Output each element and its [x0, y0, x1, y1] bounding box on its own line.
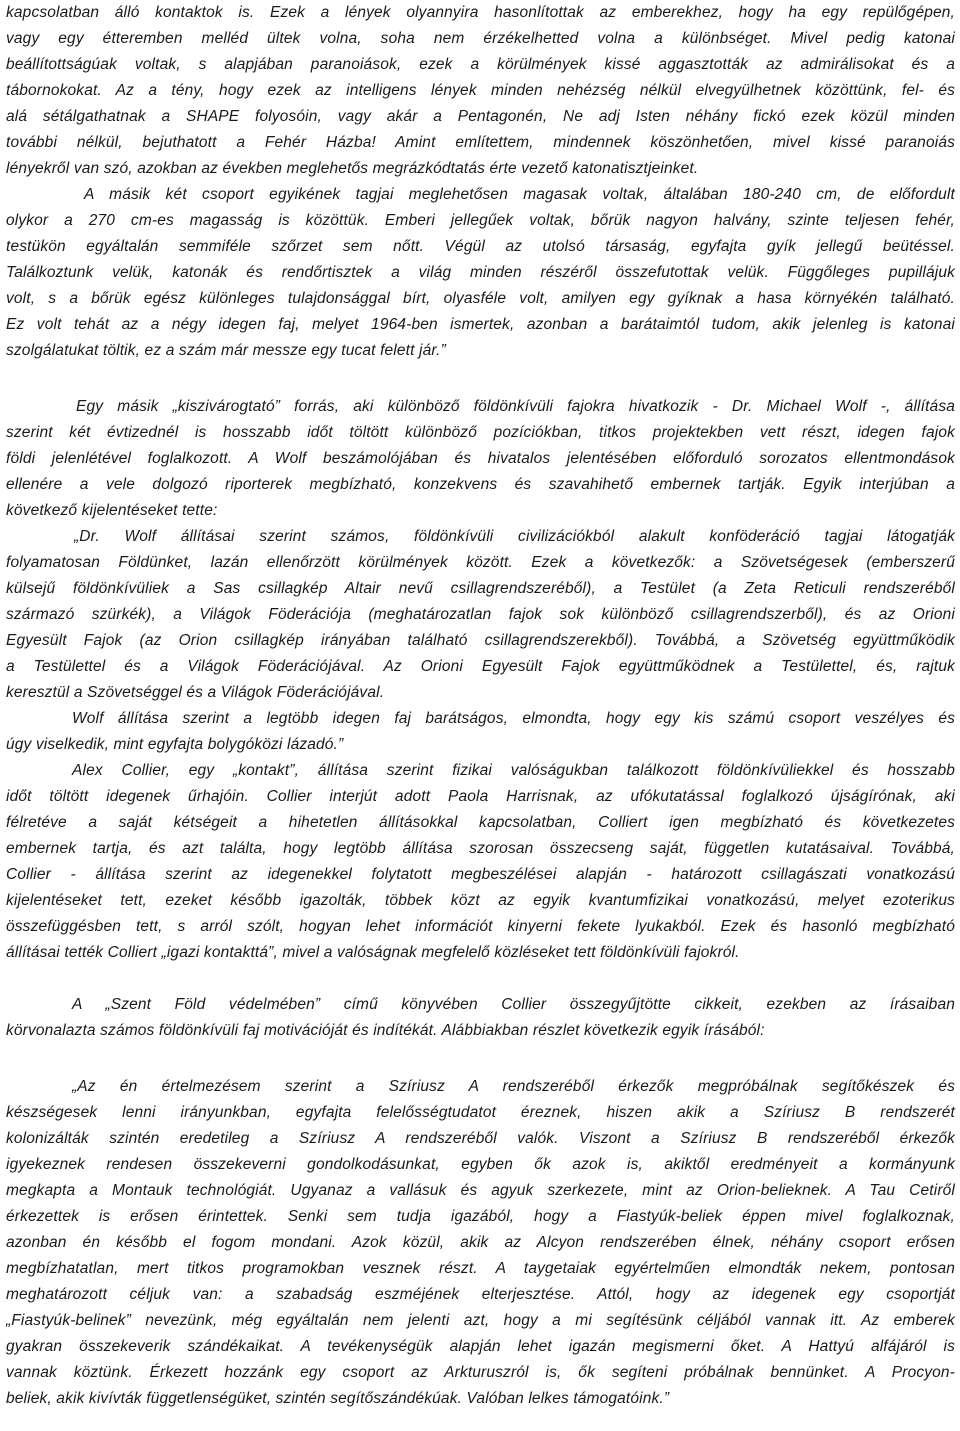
- text-line: készségesek lenni irányunkban, egyfajta felelősségtudatot éreznek, hiszen akik a Szíriusz B rendszerét: [6, 1104, 955, 1121]
- text-line: „Az én értelmezésem szerint a Szíriusz A rendszeréből érkezők megpróbálnak segítőkészek és: [72, 1078, 955, 1095]
- text-line: úgy viselkedik, mint egyfajta bolygóközi lázadó.”: [6, 736, 344, 753]
- paragraph-5: [6, 706, 955, 758]
- text-line: összefüggésben tett, s arról szólt, hogyan lehet információt kinyerni fekete lyukakból. Ezek és hasonló megbízható: [6, 918, 955, 935]
- text-line: megkapta a Montauk technológiát. Ugyanaz a vallásuk és agyuk szerkezete, mint az Orion-belieknek. A Tau Cetiről: [6, 1182, 955, 1199]
- text-line: embernek tartja, és azt találta, hogy legtöbb állítása szorosan összecseng saját, független kutatásaival. Továbbá,: [6, 840, 955, 857]
- text-line: kapcsolatban álló kontaktok is. Ezek a lények olyannyira hasonlítottak az emberekhez, hogy ha egy repülőgépen,: [6, 4, 955, 21]
- text-line: külsejű földönkívüliek a Sas csillagkép Altair nevű csillagrendszeréből), a Testület (a Zeta Reticuli rendszeréből: [6, 580, 955, 597]
- paragraph-2: [6, 182, 955, 364]
- paragraph-8: [6, 1074, 955, 1412]
- text-line: Egy másik „kiszivárogtató” forrás, aki különböző földönkívüli fajokra hivatkozik - Dr. Michael Wolf -, állítása: [76, 398, 955, 415]
- text-line: azonban én később el fogom mondani. Azok közül, akik az Alcyon rendszerében élnek, néhány csoport erősen: [6, 1234, 955, 1251]
- text-line: Collier - állítása szerint az idegenekkel folytatott megbeszélései alapján - határozott csillagászati vonatkozású: [6, 866, 955, 883]
- text-line: testükön egyáltalán semmiféle szőrzet sem nőtt. Végül az utolsó társaság, egyfajta gyík jellegű beütéssel.: [6, 238, 955, 255]
- text-line: vagy egy étteremben melléd ültek volna, soha nem érzékelhetted volna a különbséget. Mivel pedig katonai: [6, 30, 955, 47]
- text-line: következő kijelentéseket tette:: [6, 502, 218, 519]
- text-line: meghatározott céljuk van: a szabadság eszméjének elterjesztése. Attól, hogy az idegenek egy csoportját: [6, 1286, 955, 1303]
- text-line: A másik két csoport egyikének tagjai meglehetősen magasak voltak, általában 180-240 cm, de előfordult: [84, 186, 955, 203]
- text-line: Találkoztunk velük, katonák és rendőrtisztek a világ minden részéről összefutottak velük. Függőleges pupillájuk: [6, 264, 955, 281]
- text-line: alá sétálgathatnak a SHAPE folyosóin, vagy akár a Pentagonén, Ne adj Isten néhány fickó ezek közül minden: [6, 108, 955, 125]
- text-line: szolgálatukat töltik, ez a szám már messze egy tucat felett jár.”: [6, 342, 446, 359]
- text-line: volt, s a bőrük egész különleges tulajdonsággal bírt, olyasféle volt, amilyen egy gyíknak a hasa környékén található.: [6, 290, 955, 307]
- text-line: „Fiastyúk-belinek” nevezünk, még egyáltalán nem jelenti azt, hogy a mi segítésünk céljából vannak itt. Az emberek: [6, 1312, 955, 1329]
- text-line: lényekről van szó, azokban az években meglehetős megrázkódtatás érte vezető katonatisztjeinket.: [6, 160, 699, 177]
- text-line: keresztül a Szövetséggel és a Világok Föderációjával.: [6, 684, 385, 701]
- text-line: a Testülettel és a Világok Föderációjával. Az Orioni Egyesült Fajok együttműködnek a Testülettel, és, rajtuk: [6, 658, 955, 675]
- text-line: érkezettek is erősen érintettek. Senki sem tudja igazából, hogy a Fiastyúk-beliek éppen mivel foglalkoznak,: [6, 1208, 955, 1225]
- text-line: ellenére a vele dolgozó riporterek megbízható, konzekvens és szavahihető embernek tartják. Egyik interjúban a: [6, 476, 955, 493]
- paragraph-3: [6, 394, 955, 524]
- text-line: A „Szent Föld védelmében” című könyvében Collier összegyűjtötte cikkeit, ezekben az írásaiban: [72, 996, 955, 1013]
- text-line: Alex Collier, egy „kontakt”, állítása szerint fizikai valóságukban találkozott földönkívüliekkel és hosszabb: [72, 762, 955, 779]
- text-line: Egyesült Fajok (az Orion csillagkép irányában található csillagrendszerekből). Továbbá, a Szövetség együttműködik: [6, 632, 955, 649]
- paragraph-4: [6, 524, 955, 706]
- text-line: állításai tették Colliert „igazi kontakttá”, mivel a valóságnak megfelelő közléseket tett földönkívüli fajokról.: [6, 944, 740, 961]
- text-line: megbízhatatlan, mert titkos programokban vesznek részt. A taygetaiak egyértelműen elmondták nekem, pontosan: [6, 1260, 955, 1277]
- text-line: folyamatosan Földünket, lazán ellenőrzött körülmények között. Ezek a következők: a Szövetségesek (emberszerű: [6, 554, 955, 571]
- text-line: beállítottságúak voltak, s alapjában paranoiások, ezek a körülmények kissé aggasztották az admirálisokat és a: [6, 56, 955, 73]
- paragraph-7: [6, 992, 955, 1044]
- text-line: körvonalazta számos földönkívüli faj motivációját és indítékát. Alábbiakban részlet következik egyik írásából:: [6, 1022, 765, 1039]
- paragraph-6: [6, 758, 955, 966]
- text-line: tábornokokat. Az a tény, hogy ezek az intelligens lények minden nehézség nélkül elvegyülhetnek közöttünk, fel- és: [6, 82, 955, 99]
- text-line: kolonizálták szintén eredetileg a Szíriusz A rendszeréből valók. Viszont a Szíriusz B rendszeréből érkezők: [6, 1130, 955, 1147]
- text-line: olykor a 270 cm-es magasság is közöttük. Emberi jellegűek voltak, bőrük nagyon halvány, szinte teljesen fehér,: [6, 212, 955, 229]
- text-line: félretéve a saját kétségeit a hihetetlen állításokkal kapcsolatban, Colliert igen megbízható és következetes: [6, 814, 955, 831]
- document-page: [6, 0, 955, 1412]
- text-line: további nélkül, bejuthatott a Fehér Házba! Amint említettem, mindennek köszönhetően, mivel kissé paranoiás: [6, 134, 955, 151]
- text-line: szerint két évtizednél is hosszabb időt töltött különböző pozíciókban, titkos projektekben vett részt, idegen fajok: [6, 424, 955, 441]
- text-line: igyekeznek rendesen összekeverni gondolkodásunkat, egyben ők azok is, akiktől eredményeit a kormányunk: [6, 1156, 955, 1173]
- text-line: származó szürkék), a Világok Föderációja (meghatározatlan fajok sok különböző csillagrendszerből), és az Orioni: [6, 606, 955, 623]
- text-line: Wolf állítása szerint a legtöbb idegen faj barátságos, elmondta, hogy egy kis számú csoport veszélyes és: [72, 710, 955, 727]
- text-line: vannak köztünk. Érkezett hozzánk egy csoport az Arkturuszról is, ők segíteni próbálnak bennünket. A Procyon-: [6, 1364, 955, 1381]
- text-line: földi jelenlétével foglalkozott. A Wolf beszámolójában és hivatalos jelentésében előforduló sorozatos ellentmondások: [6, 450, 955, 467]
- text-line: kijelentéseket tett, ezeket később igazolták, többek közt az egyik kvantumfizikai vonatkozású, melyet ezoterikus: [6, 892, 955, 909]
- paragraph-1: [6, 0, 955, 182]
- text-line: Ez volt tehát az a négy idegen faj, melyet 1964-ben ismertek, azonban a barátaimtól tudom, akik jelenleg is katonai: [6, 316, 955, 333]
- text-line: beliek, akik kivívták függetlenségüket, szintén segítőszándékúak. Valóban lelkes támogatóink.”: [6, 1390, 670, 1407]
- text-line: „Dr. Wolf állításai szerint számos, földönkívüli civilizációkból alakult konföderáció tagjai látogatják: [74, 528, 955, 545]
- text-line: időt töltött idegenek űrhajóin. Collier interjút adott Paola Harrisnak, az ufókutatással foglalkozó újságírónak, aki: [6, 788, 955, 805]
- text-line: gyakran összekeverik szándékaikat. A tevékenységük alapján lehet igazán megismerni őket. A Hattyú alfájáról is: [6, 1338, 955, 1355]
